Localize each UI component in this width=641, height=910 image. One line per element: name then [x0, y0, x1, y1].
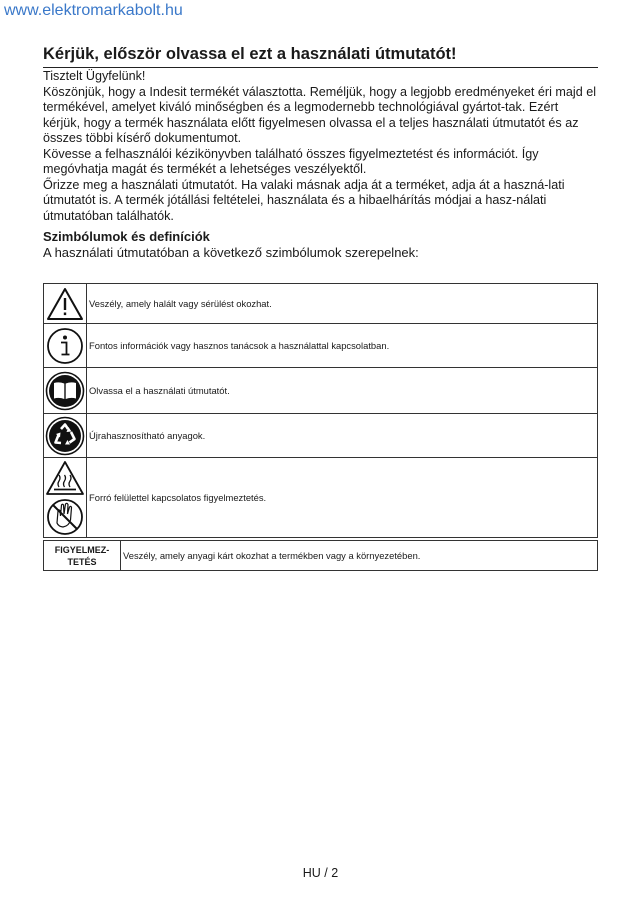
hot-surface-icon: [44, 460, 86, 536]
warning-table: [43, 540, 598, 571]
recycle-icon: [44, 416, 86, 456]
symbol-description: Fontos információk vagy hasznos tanácsok a használattal kapcsolatban.: [87, 324, 598, 368]
symbols-heading: Szimbólumok és definíciók: [43, 229, 210, 244]
symbol-row: [44, 414, 598, 458]
symbol-row: [44, 324, 598, 368]
paragraph-thanks: Köszönjük, hogy a Indesit termékét választotta. Reméljük, hogy a legjobb eredményeket éri majd el termékével, amelyet kiváló minőségben és a legmodernebb technológiával gyártot-tak. Ezért kérjük, hogy a termék használata előtt figyelmesen olvassa el a teljes használati útmutatót és az összes többi kísérő dokumentumot.: [43, 84, 597, 145]
symbol-row: [44, 284, 598, 324]
manual-page: [43, 43, 598, 567]
symbol-description: Veszély, amely halált vagy sérülést okozhat.: [87, 284, 598, 324]
warning-label: FIGYELMEZ-TETÉS: [44, 541, 121, 571]
page-title: Kérjük, először olvassa el ezt a használati útmutatót!: [43, 43, 598, 68]
symbol-row: [44, 368, 598, 414]
symbols-table: [43, 283, 598, 538]
info-icon: [44, 327, 86, 365]
symbols-intro: A használati útmutatóban a következő szimbólumok szerepelnek:: [43, 245, 419, 260]
greeting: Tisztelt Ügyfelünk!: [43, 69, 146, 83]
warning-triangle-icon: [44, 287, 86, 321]
symbol-description: Újrahasznosítható anyagok.: [87, 414, 598, 458]
paragraph-follow: Kövesse a felhasználói kézikönyvben található összes figyelmeztetést és információt. Így megóvhatja magát és termékét a lehetséges veszélyektől.: [43, 146, 539, 176]
page-number: HU / 2: [302, 866, 339, 880]
warning-description: Veszély, amely anyagi kárt okozhat a termékben vagy a környezetében.: [121, 541, 598, 571]
warning-row: [44, 541, 598, 571]
symbol-description: Olvassa el a használati útmutatót.: [87, 368, 598, 414]
symbol-description: Forró felülettel kapcsolatos figyelmeztetés.: [87, 458, 598, 538]
website-watermark[interactable]: www.elektromarkabolt.hu: [4, 2, 183, 19]
book-icon: [44, 371, 86, 411]
symbol-row: [44, 458, 598, 538]
paragraph-keep: Őrizze meg a használati útmutatót. Ha valaki másnak adja át a terméket, adja át a haszná-lati útmutatót is. A termék jótállási feltételei, használata és a hibaelhárítás módjai a hasz-nálati útmutatóban találhatók.: [43, 177, 565, 223]
